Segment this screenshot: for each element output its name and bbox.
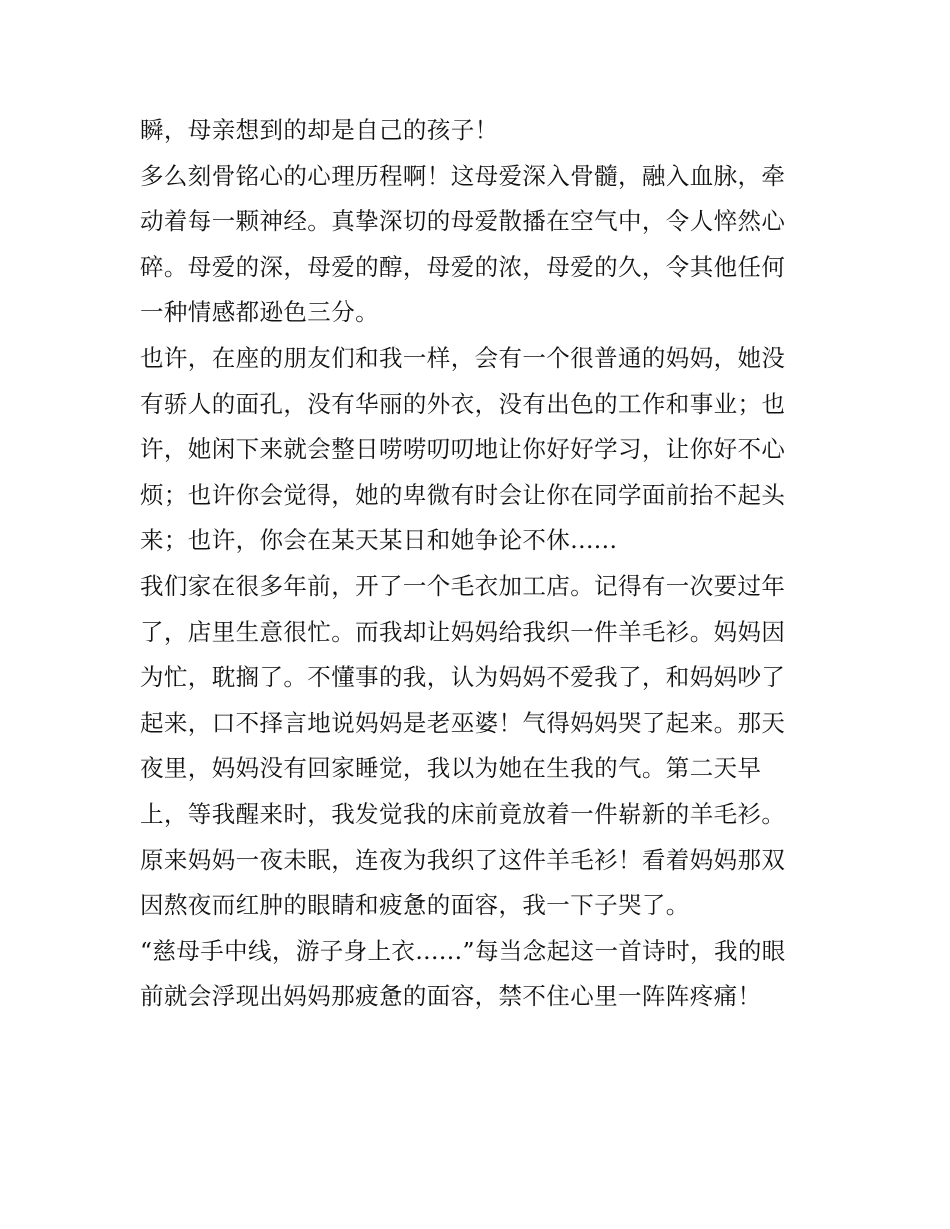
text-line: 原来妈妈一夜未眠，连夜为我织了这件羊毛衫！看着妈妈那双 — [140, 845, 786, 874]
text-line: 多么刻骨铭心的心理历程啊！这母爱深入骨髓，融入血脉，牵 — [140, 161, 786, 190]
text-line: 为忙，耽搁了。不懂事的我，认为妈妈不爱我了，和妈妈吵了 — [140, 663, 786, 692]
text-line: “慈母手中线，游子身上衣......”每当念起这一首诗时，我的眼 — [140, 936, 786, 965]
text-line: 也许，在座的朋友们和我一样，会有一个很普通的妈妈，她没 — [140, 343, 786, 372]
document-text — [140, 108, 820, 1020]
text-line: 我们家在很多年前，开了一个毛衣加工店。记得有一次要过年 — [140, 571, 786, 600]
text-line: 动着每一颗神经。真挚深切的母爱散播在空气中，令人悴然心 — [140, 207, 786, 236]
text-line: 有骄人的面孔，没有华丽的外衣，没有出色的工作和事业；也 — [140, 389, 786, 418]
text-line: 许，她闲下来就会整日唠唠叨叨地让你好好学习，让你好不心 — [140, 435, 786, 464]
text-line: 烦；也许你会觉得，她的卑微有时会让你在同学面前抬不起头 — [140, 480, 786, 509]
text-line: 前就会浮现出妈妈那疲惫的面容，禁不住心里一阵阵疼痛！ — [140, 982, 762, 1011]
text-line: 来；也许，你会在某天某日和她争论不休...... — [140, 526, 618, 555]
text-line: 上，等我醒来时，我发觉我的床前竟放着一件崭新的羊毛衫。 — [140, 799, 786, 828]
text-line: 因熬夜而红肿的眼睛和疲惫的面容，我一下子哭了。 — [140, 891, 690, 920]
text-line: 夜里，妈妈没有回家睡觉，我以为她在生我的气。第二天早 — [140, 754, 762, 783]
text-line: 起来，口不择言地说妈妈是老巫婆！气得妈妈哭了起来。那天 — [140, 708, 786, 737]
text-line: 瞬，母亲想到的却是自己的孩子！ — [140, 116, 499, 144]
text-line: 了，店里生意很忙。而我却让妈妈给我织一件羊毛衫。妈妈因 — [140, 617, 786, 646]
text-line: 一种情感都逊色三分。 — [140, 298, 379, 327]
text-line: 碎。母爱的深，母爱的醇，母爱的浓，母爱的久，令其他任何 — [140, 252, 786, 281]
